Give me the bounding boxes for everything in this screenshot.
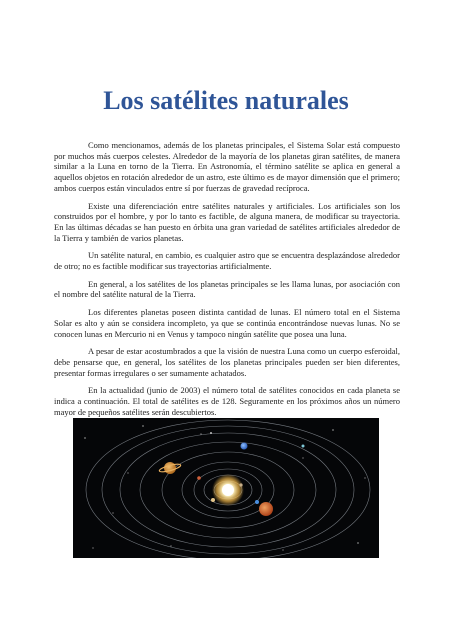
uranus-icon	[302, 445, 305, 448]
article-body	[54, 140, 400, 424]
paragraph: Existe una diferenciación entre satélites naturales y artificiales. Los artificiales son los construidos por el hombre, y por lo tanto es factible, de alguna manera, de modificar su trayectoria. En las últimas décadas se han puesto en órbita una gran variedad de satélites artificiales alrededor de la Tierra y también de varios planetas.	[54, 200, 400, 243]
paragraph: Como mencionamos, además de los planetas principales, el Sistema Solar está compuesto por muchos más cuerpos celestes. Alrededor de la mayoría de los planetas giran satélites, de manera similar a la Luna en torno de la Tierra. En Astronomía, el término satélite se aplica en general a aquellos objetos en rotación alrededor de un astro, este último es de mayor dimensión que el primero; ambos cuerpos están vinculados entre sí por fuerzas de gravedad recíproca.	[54, 140, 400, 193]
paragraph: En general, a los satélites de los planetas principales se les llama lunas, por asociación con el nombre del satélite natural de la Tierra.	[54, 278, 400, 300]
solar-system-image	[73, 418, 379, 558]
earth-icon	[255, 500, 259, 504]
neptune-icon	[241, 443, 248, 450]
paragraph: A pesar de estar acostumbrados a que la visión de nuestra Luna como un cuerpo esferoidal, debe pensarse que, en general, los satélites de los planetas principales pueden ser bien diferentes, presentar formas irregulares o ser sumamente achatados.	[54, 346, 400, 378]
paragraph: Un satélite natural, en cambio, es cualquier astro que se encuentra desplazándose alrededor de otro; no es factible modificar sus trayectorias artificialmente.	[54, 250, 400, 272]
mercury-icon	[239, 483, 242, 486]
pluto-icon	[210, 432, 212, 434]
mars-icon	[197, 476, 201, 480]
saturn-icon	[159, 462, 182, 474]
paragraph: En la actualidad (junio de 2003) el número total de satélites conocidos en cada planeta se indica a continuación. El total de satélites es de 128. Seguramente en los próximos años un número mayor de pequeños satélites serán descubiertos.	[54, 385, 400, 417]
solar-system-illustration	[73, 418, 379, 558]
jupiter-icon	[259, 502, 273, 516]
venus-icon	[211, 498, 215, 502]
sun-core	[222, 484, 234, 496]
page-title: Los satélites naturales	[103, 86, 349, 115]
paragraph: Los diferentes planetas poseen distinta cantidad de lunas. El número total en el Sistema Solar es alto y aún se considera incompleto, ya que se continúa encontrándose nuevas lunas. No se conocen lunas en Mercurio ni en Venus y tampoco ningún satélite que posea una luna.	[54, 307, 400, 339]
